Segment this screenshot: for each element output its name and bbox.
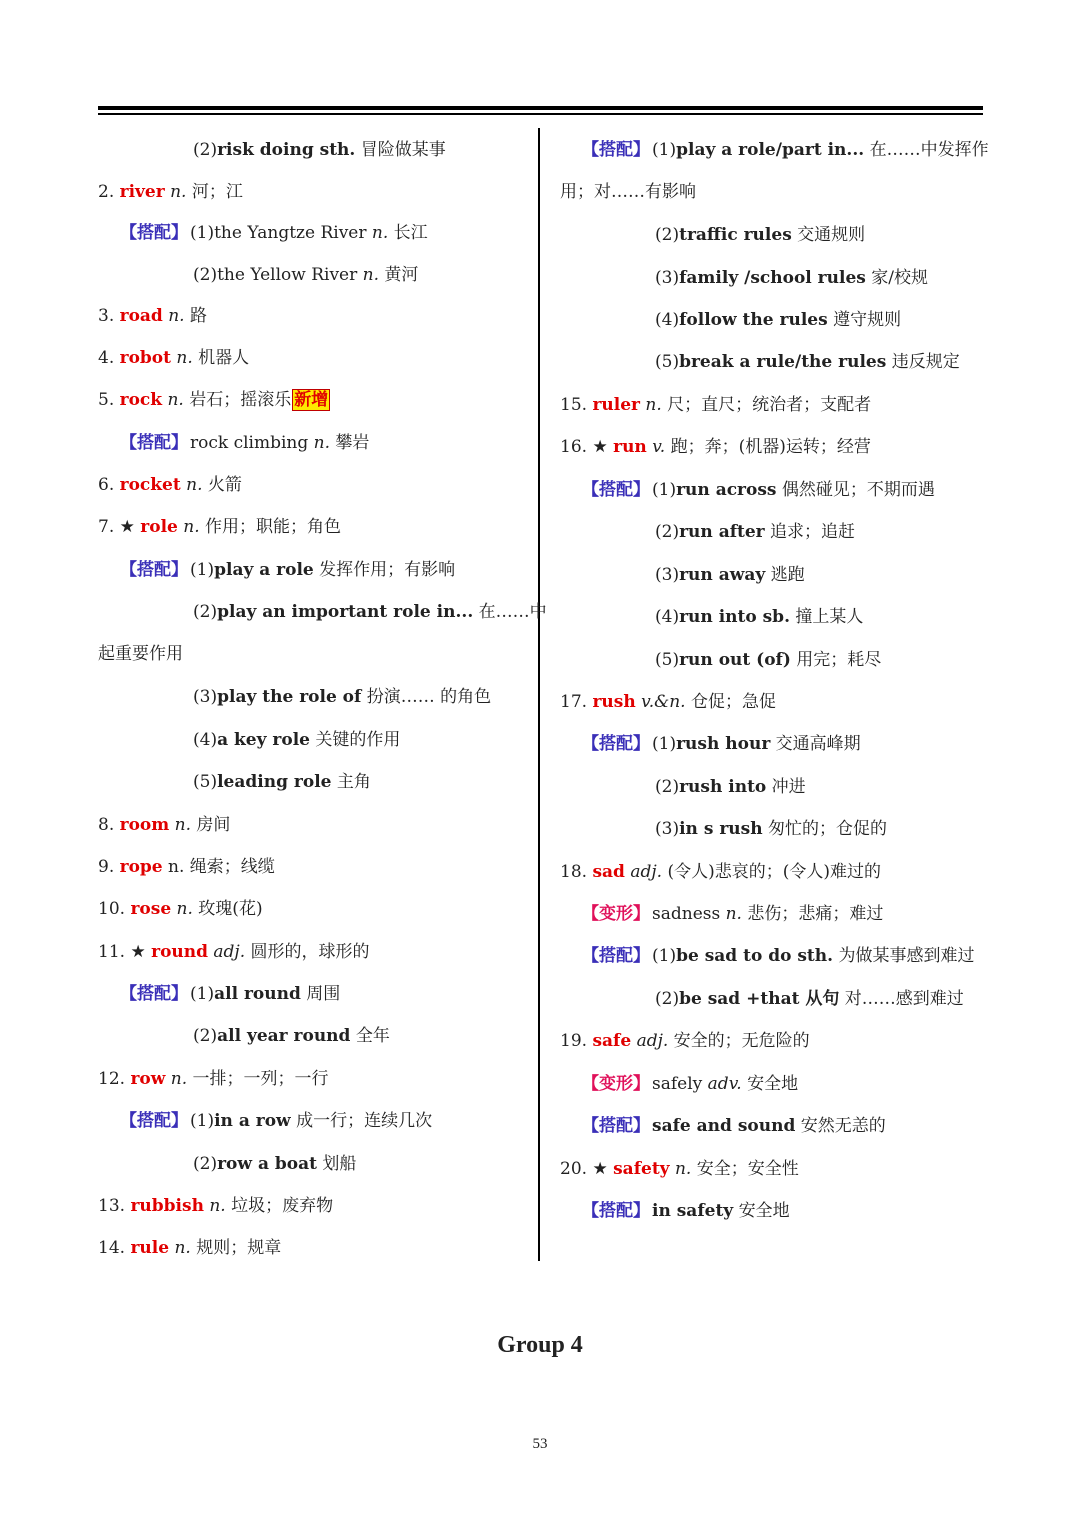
collocation-tag: 【搭配】 [582,1201,650,1221]
collocation-line: (5)break a rule/the rules 违反规定 [655,352,960,372]
entry-ruler: 15. ruler n. 尺；直尺；统治者；支配者 [560,395,872,415]
collocation-line: (3)play the role of 扮演…… 的角色 [193,687,492,707]
collocation-line: 【搭配】 (1)the Yangtze River n. 长江 [120,223,428,243]
continuation-line: 起重要作用 [98,644,183,664]
star-icon: ★ [119,517,141,537]
entry-rule: 14. rule n. 规则；规章 [98,1238,282,1258]
collocation-line: 【搭配】 in safety 安全地 [582,1201,790,1221]
collocation-line: 【搭配】 (1)play a role/part in... 在……中发挥作 [582,140,989,160]
entry-row: 12. row n. 一排；一列；一行 [98,1069,329,1089]
column-divider [538,128,540,1261]
collocation-line: (2)row a boat 划船 [193,1154,357,1174]
collocation-line: 【搭配】 (1)in a row 成一行；连续几次 [120,1111,433,1131]
new-badge: 新增 [294,390,329,410]
collocation-line: (2)be sad +that 从句 对……感到难过 [655,989,964,1009]
collocation-line: 【搭配】 (1)rush hour 交通高峰期 [582,734,861,754]
header-rule-thin [98,113,983,115]
star-icon: ★ [592,1159,614,1179]
collocation-line: (4)follow the rules 遵守规则 [655,310,902,330]
continuation-line: 用；对……有影响 [560,182,696,202]
collocation-line: 【搭配】 safe and sound 安然无恙的 [582,1116,886,1136]
collocation-tag: 【搭配】 [120,560,188,580]
collocation-line: (5)run out (of) 用完；耗尽 [655,650,882,670]
collocation-line: (2)rush into 冲进 [655,777,806,797]
entry-river: 2. river n. 河；江 [98,182,243,202]
collocation-tag: 【搭配】 [120,1111,188,1131]
variant-tag: 【变形】 [582,904,650,924]
collocation-tag: 【搭配】 [582,1116,650,1136]
entry-safety: 20. ★ safety n. 安全；安全性 [560,1159,799,1179]
collocation-line: 【搭配】 rock climbing n. 攀岩 [120,433,370,453]
entry-road: 3. road n. 路 [98,306,207,326]
collocation-tag: 【搭配】 [582,734,650,754]
entry-safe: 19. safe adj. 安全的；无危险的 [560,1031,810,1051]
entry-rock: 5. rock n. 岩石；摇滚乐 新增 [98,390,329,410]
collocation-tag: 【搭配】 [120,433,188,453]
collocation-line: 【搭配】 (1)be sad to do sth. 为做某事感到难过 [582,946,975,966]
collocation-line: (2)all year round 全年 [193,1026,390,1046]
entry-rocket: 6. rocket n. 火箭 [98,475,242,495]
collocation-line: (3)run away 逃跑 [655,565,805,585]
variant-tag: 【变形】 [582,1074,650,1094]
collocation-line: (2)traffic rules 交通规则 [655,225,866,245]
collocation-line: (2)run after 追求；追赶 [655,522,856,542]
collocation-line: (4)run into sb. 撞上某人 [655,607,864,627]
collocation-tag: 【搭配】 [582,140,650,160]
entry-rose: 10. rose n. 玫瑰(花) [98,899,263,919]
collocation-tag: 【搭配】 [120,984,188,1004]
entry-role: 7. ★ role n. 作用；职能；角色 [98,517,342,537]
collocation-line: (5)leading role 主角 [193,772,371,792]
collocation-line: (3)in s rush 匆忙的；仓促的 [655,819,887,839]
entry-rubbish: 13. rubbish n. 垃圾；废弃物 [98,1196,334,1216]
collocation-line: (3)family /school rules 家/校规 [655,268,928,288]
entry-round: 11. ★ round adj. 圆形的，球形的 [98,942,370,962]
entry-rope: 9. rope n. 绳索；线缆 [98,857,275,877]
entry-run: 16. ★ run v. 跑；奔；(机器)运转；经营 [560,437,871,457]
collocation-line: (4)a key role 关键的作用 [193,730,401,750]
star-icon: ★ [130,942,152,962]
entry-sad: 18. sad adj. (令人)悲哀的；(令人)难过的 [560,862,881,882]
page-number: 53 [532,1436,548,1452]
entry-rush: 17. rush v.&n. 仓促；急促 [560,692,776,712]
collocation-tag: 【搭配】 [582,480,650,500]
group-heading: Group 4 [497,1332,583,1358]
variant-line: 【变形】 safely adv. 安全地 [582,1074,799,1094]
collocation-tag: 【搭配】 [120,223,188,243]
entry-robot: 4. robot n. 机器人 [98,348,250,368]
entry-room: 8. room n. 房间 [98,815,231,835]
variant-line: 【变形】 sadness n. 悲伤；悲痛；难过 [582,904,884,924]
collocation-line: (2)risk doing sth. 冒险做某事 [193,140,446,160]
collocation-line: (2)play an important role in... 在……中 [193,602,547,622]
star-icon: ★ [592,437,614,457]
collocation-line: 【搭配】 (1)run across 偶然碰见；不期而遇 [582,480,935,500]
collocation-tag: 【搭配】 [582,946,650,966]
collocation-line: 【搭配】 (1)play a role 发挥作用；有影响 [120,560,456,580]
header-rule-thick [98,106,983,110]
collocation-line: (2)the Yellow River n. 黄河 [193,265,419,285]
collocation-line: 【搭配】 (1)all round 周围 [120,984,341,1004]
